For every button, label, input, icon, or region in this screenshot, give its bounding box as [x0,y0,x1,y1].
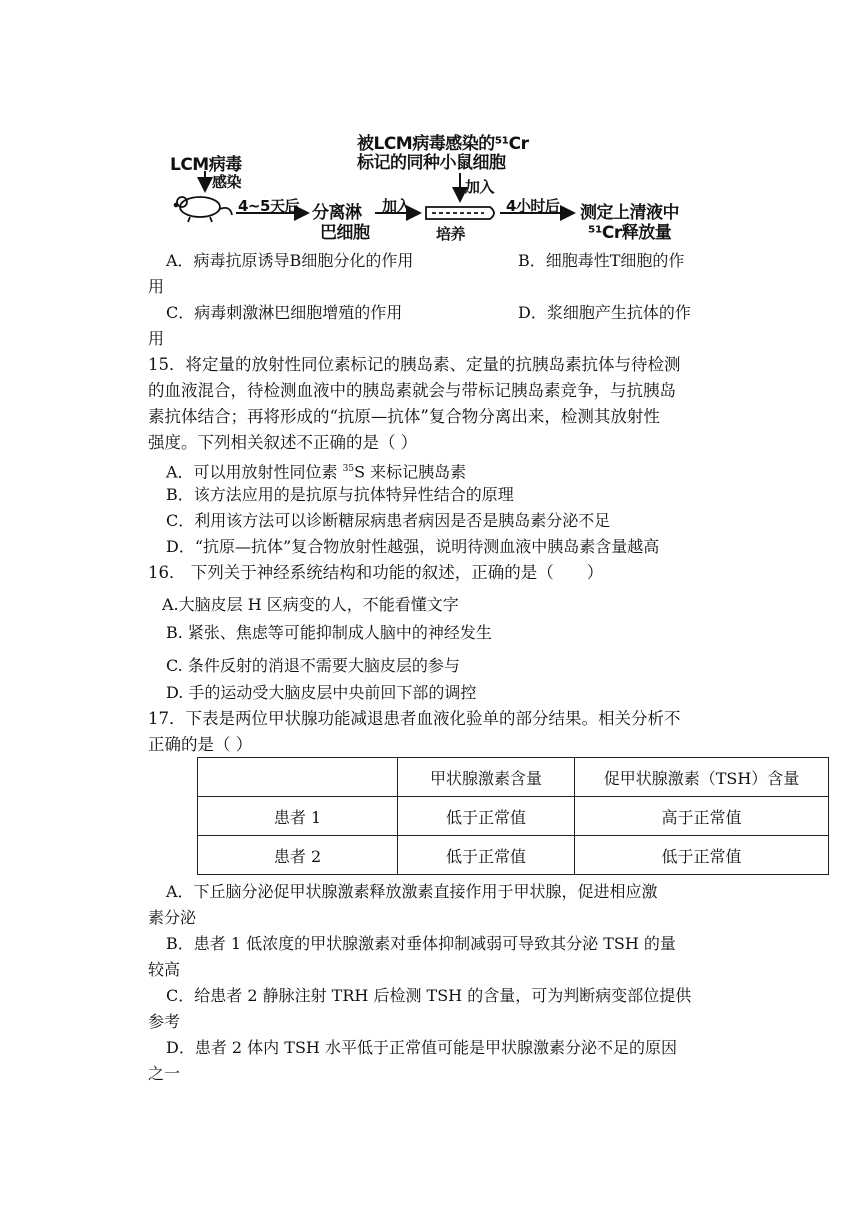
diagram-top-label-1: 被LCM病毒感染的⁵¹Cr [357,134,529,154]
diagram-days-label: 4~5天后 [238,197,299,215]
diagram-graphics [160,125,720,245]
q14-option-c: C．病毒刺激淋巴细胞增殖的作用 [166,303,403,322]
q17-option-b: B．患者 1 低浓度的甲状腺激素对垂体抑制减弱可导致其分泌 TSH 的量 [166,934,676,953]
q15-option-a-text-end: S 来标记胰岛素 [354,462,467,482]
experiment-diagram [160,125,720,245]
table-cell: 低于正常值 [575,836,829,875]
q14-option-d-wrap: 用 [148,329,165,348]
table-cell: 低于正常值 [398,836,575,875]
table-cell: 低于正常值 [398,797,575,836]
q17-stem-line-1: 17．下表是两位甲状腺功能减退患者血液化验单的部分结果。相关分析不 [148,709,681,728]
q15-stem-line-3: 素抗体结合；再将形成的“抗原—抗体”复合物分离出来，检测其放射性 [148,407,660,426]
q17-stem-line-2: 正确的是（ ） [148,735,253,754]
diagram-separate-label-1: 分离淋 [312,203,362,223]
q17-option-c: C．给患者 2 静脉注射 TRH 后检测 TSH 的含量，可为判断病变部位提供 [166,986,692,1005]
culture-tube-icon [426,207,494,219]
q16-option-d: D. 手的运动受大脑皮层中央前回下部的调控 [166,683,477,702]
diagram-measure-label-2: ⁵¹Cr释放量 [588,223,672,243]
table-cell: 患者 2 [198,836,398,875]
q16-option-c: C. 条件反射的消退不需要大脑皮层的参与 [166,656,460,675]
diagram-infect-label: 感染 [212,173,242,191]
q14-option-b-wrap: 用 [148,277,165,296]
diagram-hours-label: 4小时后 [506,197,560,215]
q17-option-a-wrap: 素分泌 [148,908,197,927]
q17-option-c-wrap: 参考 [148,1012,181,1031]
diagram-add-label-1: 加入 [382,197,412,215]
q15-option-a-text: A．可以用放射性同位素 [166,462,343,482]
q16-option-a: A.大脑皮层 H 区病变的人，不能看懂文字 [162,595,459,614]
table-cell: 患者 1 [198,797,398,836]
table-cell: 高于正常值 [575,797,829,836]
diagram-top-label-2: 标记的同种小鼠细胞 [357,153,506,173]
diagram-culture-label: 培养 [436,225,466,243]
q17-option-a: A．下丘脑分泌促甲状腺激素释放激素直接作用于甲状腺，促进相应激 [166,882,658,901]
q15-option-c: C．利用该方法可以诊断糖尿病患者病因是否是胰岛素分泌不足 [166,511,611,530]
table-row [198,836,829,875]
table-header-row [198,758,829,797]
q15-option-a [166,459,466,482]
hormone-results-table [197,757,829,875]
q16-stem: 16． 下列关于神经系统结构和功能的叙述，正确的是（ ） [148,563,604,582]
q15-stem-line-2: 的血液混合，待检测血液中的胰岛素就会与带标记胰岛素竞争，与抗胰岛 [148,381,676,400]
q16-option-b: B. 紧张、焦虑等可能抑制成人脑中的神经发生 [166,623,492,642]
diagram-virus-label: LCM病毒 [170,155,242,175]
table-header-cell [198,758,398,797]
q15-option-a-isotope: 35 [342,464,355,474]
table-header-cell: 甲状腺激素含量 [398,758,575,797]
q14-option-a: A．病毒抗原诱导B细胞分化的作用 [166,251,414,270]
q17-option-d: D．患者 2 体内 TSH 水平低于正常值可能是甲状腺激素分泌不足的原因 [166,1038,677,1057]
q15-option-d: D．“抗原—抗体”复合物放射性越强，说明待测血液中胰岛素含量越高 [166,537,660,556]
table-row [198,797,829,836]
q14-option-b: B．细胞毒性T细胞的作 [518,251,685,270]
q15-option-b: B．该方法应用的是抗原与抗体特异性结合的原理 [166,485,514,504]
q17-option-d-wrap: 之一 [148,1064,181,1083]
mouse-icon [175,197,232,222]
diagram-separate-label-2: 巴细胞 [320,223,370,243]
q15-stem-line-4: 强度。下列相关叙述不正确的是（ ） [148,433,418,452]
q17-option-b-wrap: 较高 [148,960,181,979]
table-header-cell: 促甲状腺激素（TSH）含量 [575,758,829,797]
q15-stem-line-1: 15．将定量的放射性同位素标记的胰岛素、定量的抗胰岛素抗体与待检测 [148,355,681,374]
diagram-add-label-2: 加入 [465,178,495,196]
diagram-measure-label-1: 测定上清液中 [580,203,679,223]
q14-option-d: D．浆细胞产生抗体的作 [518,303,691,322]
